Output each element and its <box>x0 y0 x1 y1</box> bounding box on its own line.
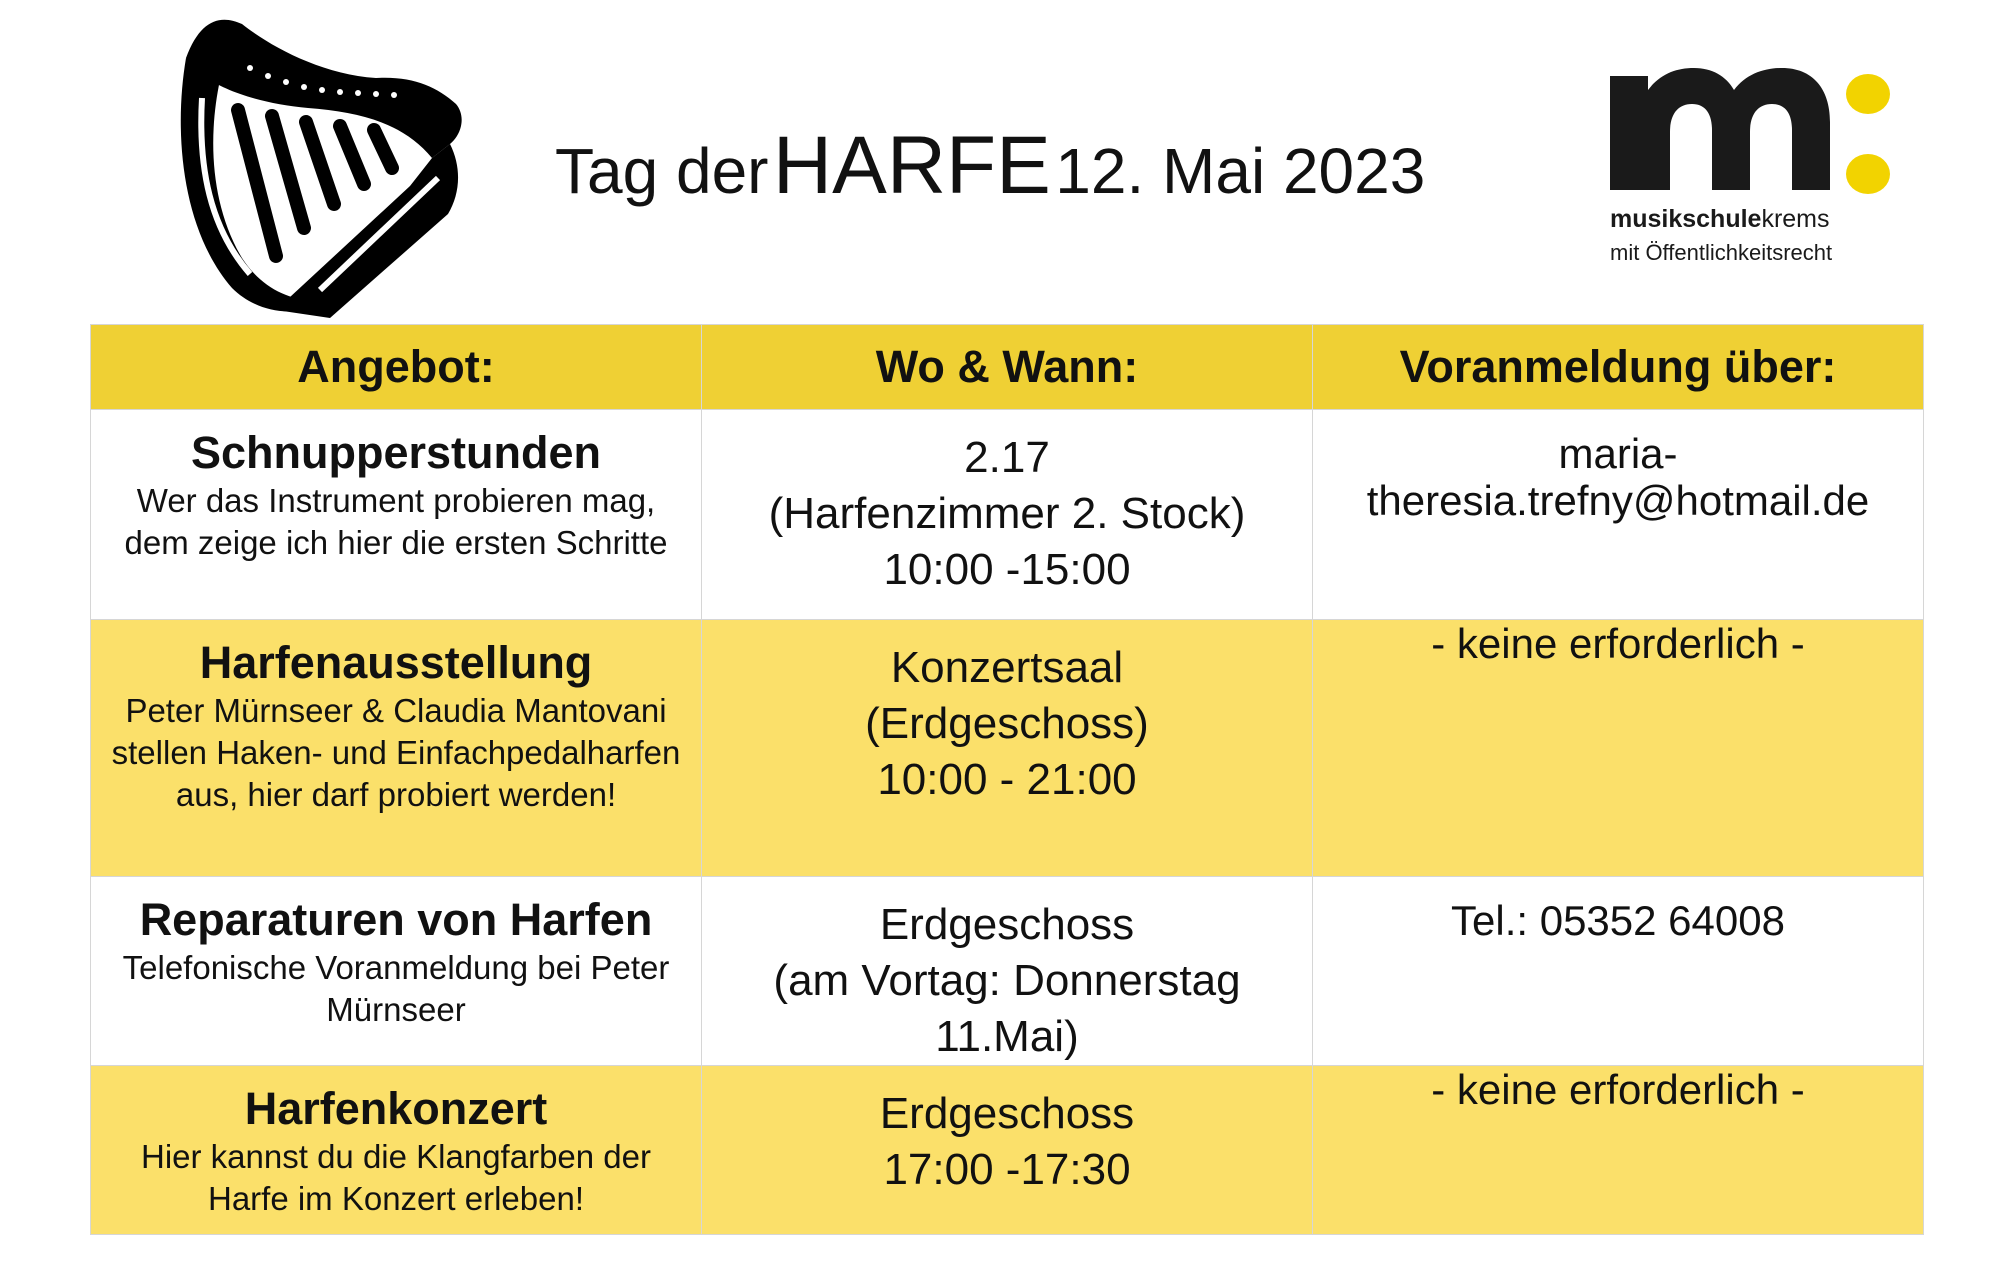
signup-cell <box>1313 1065 1924 1234</box>
school-name <box>1610 205 1830 234</box>
where-line: (Erdgeschoss) <box>865 698 1149 748</box>
signup-cell <box>1313 410 1924 620</box>
where-when <box>718 897 1296 1065</box>
where-when-cell <box>702 410 1313 620</box>
table-row <box>91 1065 1924 1234</box>
where-line: (Harfenzimmer 2. Stock) <box>768 488 1246 538</box>
offer-cell <box>91 1065 702 1234</box>
signup-cell <box>1313 620 1924 877</box>
signup-cell <box>1313 877 1924 1066</box>
page-title <box>555 120 1535 211</box>
where-line: Erdgeschoss <box>879 900 1135 949</box>
offer-description: Peter Mürnseer & Claudia Mantovani stellen Haken- und Einfachpedalharfen aus, hier darf probiert werden! <box>111 692 681 814</box>
offer-cell <box>91 620 702 877</box>
offer-description: Telefonische Voranmeldung bei Peter Mürnseer <box>122 949 670 1029</box>
offer-title: Schnupperstunden <box>190 427 601 478</box>
offer-title: Harfenkonzert <box>244 1082 548 1134</box>
where-line: 10:00 - 21:00 <box>877 754 1137 804</box>
header-angebot: Angebot: <box>91 325 702 410</box>
offer-cell <box>91 877 702 1066</box>
where-line: 17:00 -17:30 <box>883 1144 1131 1194</box>
where-when <box>718 1086 1296 1198</box>
where-line: (am Vortag: Donnerstag 11.Mai) <box>773 955 1241 1061</box>
where-when-cell <box>702 620 1313 877</box>
title-date: 12. Mai 2023 <box>1055 135 1426 207</box>
schedule-table <box>90 324 1924 1235</box>
where-line: Erdgeschoss <box>879 1088 1135 1138</box>
table-row <box>91 410 1924 620</box>
offer-title: Harfenausstellung <box>199 637 593 688</box>
m-colon-logo-mark <box>1610 60 1900 200</box>
where-line: 2.17 <box>964 433 1050 482</box>
where-when <box>718 430 1296 598</box>
header-wo-wann: Wo & Wann: <box>702 325 1313 410</box>
offer-cell <box>91 410 702 620</box>
school-name-regular: krems <box>1761 205 1830 233</box>
header-voranmeldung: Voranmeldung über: <box>1313 325 1924 410</box>
offer-description: Wer das Instrument probieren mag, dem zeige ich hier die ersten Schritte <box>124 482 668 562</box>
table-row <box>91 877 1924 1066</box>
harp-logo <box>180 18 480 318</box>
signup-email[interactable]: maria-theresia.trefny@hotmail.de <box>1366 430 1870 525</box>
musikschule-logo <box>1610 60 1900 270</box>
school-subtitle: mit Öffentlichkeitsrecht <box>1610 240 1833 265</box>
signup-phone[interactable]: Tel.: 05352 64008 <box>1451 897 1785 944</box>
where-when <box>718 640 1296 808</box>
where-line: 10:00 -15:00 <box>883 544 1131 594</box>
title-main: HARFE <box>772 120 1051 211</box>
signup-note: - keine erforderlich - <box>1431 620 1805 667</box>
table-row <box>91 620 1924 877</box>
where-when-cell <box>702 1065 1313 1234</box>
table-header-row <box>91 325 1924 410</box>
where-when-cell <box>702 877 1313 1066</box>
school-name-bold: musikschule <box>1610 205 1762 233</box>
title-prefix: Tag der <box>555 135 769 207</box>
signup-note: - keine erforderlich - <box>1431 1065 1805 1113</box>
offer-description: Hier kannst du die Klangfarben der Harfe im Konzert erleben! <box>141 1138 651 1217</box>
where-line: Konzertsaal <box>890 643 1124 692</box>
offer-title: Reparaturen von Harfen <box>139 894 653 945</box>
